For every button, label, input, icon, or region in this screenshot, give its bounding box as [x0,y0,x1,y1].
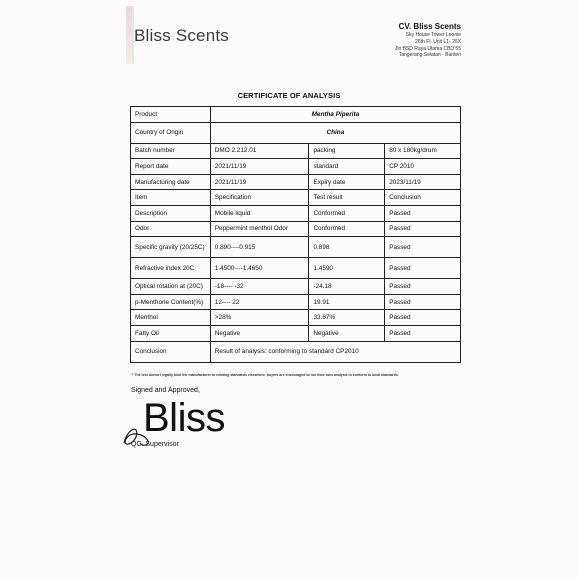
column-header: Item [131,190,211,206]
table-row [131,325,461,341]
company-name: CV. Bliss Scents [398,22,461,31]
test-item: Odor [131,221,211,237]
test-result: Conformed [309,221,385,237]
test-result: 33.67% [309,310,385,326]
test-item: Specific gravity (20/25C) [131,237,211,258]
test-specification: Peppermint menthol Odor [210,221,309,237]
product-value: Mentha Piperita [210,107,460,123]
test-conclusion: Passed [385,279,461,295]
signature: Bliss [143,396,225,440]
test-specification: >28% [210,310,309,326]
test-result: 0.898 [309,237,385,258]
row-label: Batch number [131,143,211,159]
document-title: CERTIFICATE OF ANALYSIS [237,91,341,100]
table-row [131,107,461,123]
test-item: p-Menthone Content(%) [131,294,211,310]
cell-value: CP 2010 [385,159,461,175]
column-header: Specification [210,190,309,206]
tests-header-row [131,190,461,206]
table-row [131,143,461,159]
row-label: Product [131,107,211,123]
origin-value: China [210,122,460,143]
signed-label: Signed and Approved, [131,387,200,394]
test-result: -24.18 [309,279,385,295]
test-conclusion: Passed [385,294,461,310]
logo-text: Bliss Scents [134,26,229,45]
test-conclusion: Passed [385,221,461,237]
test-specification: -18---- -32 [210,279,309,295]
test-result: 1.4590 [309,258,385,279]
cell-value: 2023/11/19 [385,174,461,190]
test-conclusion: Passed [385,325,461,341]
analysis-table [130,106,461,363]
cell-value: 80 x 180kg/drum [385,143,461,159]
test-conclusion: Passed [385,237,461,258]
company-header [395,22,461,59]
row-label: Report date [131,159,211,175]
test-item: Fatty Oil [131,325,211,341]
test-specification: 1.4500----1.4650 [210,258,309,279]
row-label: Manufacturing date [131,174,211,190]
table-row [131,205,461,221]
address-line: Tangerang Selatan - Banten [398,52,461,59]
table-row [131,159,461,175]
cell-value: DMO 2.212.01 [210,143,309,159]
row-label: packing [309,143,385,159]
test-item: Optical rotation at (20C) [131,279,211,295]
column-header: Test result [309,190,385,206]
test-result: Negative [309,325,385,341]
address-line: Sky House Tower Leonie [405,32,461,38]
cell-value: 2021/11/19 [210,159,309,175]
test-specification: 0.890----0.915 [210,237,309,258]
row-label: standard [309,159,385,175]
test-conclusion: Passed [385,310,461,326]
row-label: Country of Origin [131,122,211,143]
table-row [131,294,461,310]
test-result: 19.91 [309,294,385,310]
table-row [131,237,461,258]
table-row [131,310,461,326]
test-specification: Negative [210,325,309,341]
conclusion-value: Result of analysis: conforming to standard CP2010 [210,341,460,362]
table-row [131,279,461,295]
table-row [131,258,461,279]
test-item: Refractive index 20C [131,258,211,279]
test-specification: 12---- 22 [210,294,309,310]
column-header: Conclusion [385,190,461,206]
conclusion-row [131,341,461,362]
company-logo [126,6,256,64]
table-row [131,221,461,237]
test-result: Conformed [309,205,385,221]
supervisor-label: QC. Supervisor [131,441,179,448]
test-item: Description [131,205,211,221]
test-item: Menthol [131,310,211,326]
address-line: Jln BSD Raya Utama CBD 55 [394,45,461,52]
table-row [131,174,461,190]
address-line: 26th Fl. Unit L1- 26X [415,38,461,45]
row-label: Expiry date [309,174,385,190]
test-conclusion: Passed [385,205,461,221]
test-specification: Mobile liquid [210,205,309,221]
test-conclusion: Passed [385,258,461,279]
cell-value: 2021/11/19 [210,174,309,190]
table-row [131,122,461,143]
row-label: Conclusion [131,341,211,362]
footnote: * The test doesn't legally bind the manufacturer to existing standards elsewhere, buyers are encouraged to run their own analysis to conform to local standards. [132,373,399,377]
